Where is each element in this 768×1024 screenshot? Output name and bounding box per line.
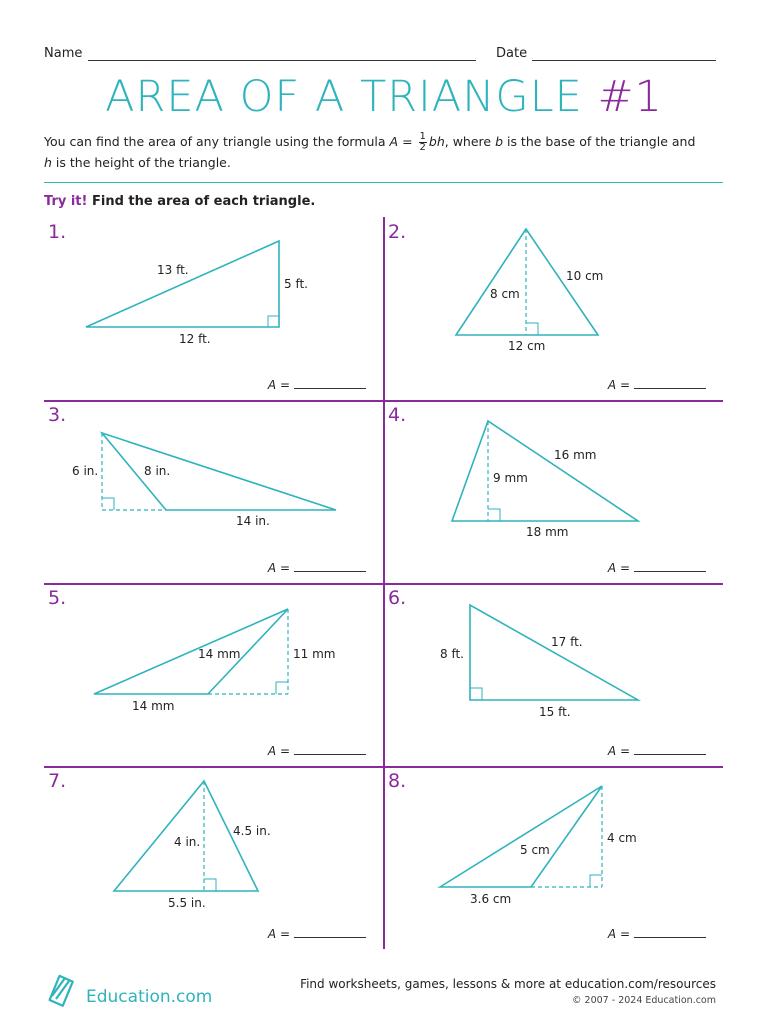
side-label: 14 in. [236,514,270,528]
side-label: 6 in. [72,464,99,478]
answer-blank[interactable] [634,561,706,572]
answer-blank[interactable] [294,378,366,389]
answer-field[interactable] [268,744,366,758]
name-field[interactable] [88,60,476,61]
footer-tagline: Find worksheets, games, lessons & more at education.com/resources [300,977,716,991]
side-label: 17 ft. [551,635,583,649]
side-label: 15 ft. [539,705,571,719]
answer-label: A [607,378,617,392]
answer-field[interactable] [268,927,366,941]
right-angle-mark [204,879,216,891]
title-main: AREA OF A TRIANGLE [105,72,598,122]
side-label: 18 mm [526,525,569,539]
triangle-figure [384,400,724,583]
answer-equals: = [616,561,630,575]
problem-3 [44,400,384,583]
problem-number: 5. [48,587,67,609]
triangle-figure [44,400,384,583]
problem-6 [384,583,724,766]
problem-4 [384,400,724,583]
answer-blank[interactable] [294,927,366,938]
fraction-denominator: 2 [419,142,426,153]
problem-number: 3. [48,404,67,426]
triangle-shape [102,433,336,510]
problem-8 [384,766,724,949]
side-label: 4.5 in. [233,824,271,838]
side-label: 13 ft. [157,263,189,277]
answer-equals: = [276,744,290,758]
footer-copyright: © 2007 - 2024 Education.com [572,995,716,1006]
problem-2 [384,217,724,400]
problem-1 [44,217,384,400]
side-label: 8 ft. [440,647,464,661]
answer-field[interactable] [268,378,366,392]
side-label: 12 ft. [179,332,211,346]
triangle-shape [86,241,279,327]
problem-number: 4. [388,404,407,426]
right-angle-mark [470,688,482,700]
triangle-figure [44,217,384,400]
fraction-numerator: 1 [419,131,426,142]
side-label: 3.6 cm [470,892,512,906]
answer-equals: = [616,927,630,941]
problem-7 [44,766,384,949]
answer-label: A [607,927,617,941]
right-angle-mark [590,875,602,887]
intro-part4: is the height of the triangle. [51,155,231,170]
right-angle-mark [488,509,500,521]
try-it-label: Try it! [44,194,88,209]
side-label: 4 cm [607,831,637,845]
side-label: 8 in. [144,464,171,478]
side-label: 14 mm [198,647,241,661]
side-label: 4 in. [174,835,201,849]
triangle-figure [44,766,384,949]
side-label: 9 mm [493,471,528,485]
side-label: 14 mm [132,699,175,713]
side-label: 12 cm [508,339,546,353]
answer-equals: = [616,378,630,392]
answer-blank[interactable] [294,561,366,572]
triangle-figure [384,766,724,949]
var-h: h [44,155,52,170]
answer-label: A [267,561,277,575]
answer-label: A [607,744,617,758]
answer-field[interactable] [268,561,366,575]
pencil-logo-icon [40,970,80,1010]
brand-name: Education.com [86,987,213,1007]
problem-number: 6. [388,587,407,609]
page-title [0,72,768,122]
problem-number: 8. [388,770,407,792]
side-label: 5.5 in. [168,896,206,910]
triangle-shape [94,609,288,694]
answer-label: A [267,927,277,941]
problem-number: 7. [48,770,67,792]
date-field[interactable] [532,60,716,61]
side-label: 11 mm [293,647,336,661]
formula-a: A [389,134,399,149]
instructions [44,194,315,209]
answer-label: A [267,378,277,392]
problem-5 [44,583,384,766]
problem-number: 1. [48,221,67,243]
answer-blank[interactable] [634,378,706,389]
answer-field[interactable] [608,927,706,941]
intro-part1: You can find the area of any triangle using the formula [44,134,390,149]
answer-field[interactable] [608,744,706,758]
formula-fraction [419,132,427,153]
right-angle-mark [268,316,279,327]
answer-label: A [607,561,617,575]
right-angle-mark [102,498,114,510]
answer-blank[interactable] [634,927,706,938]
right-angle-mark [276,682,288,694]
title-number: #1 [597,72,663,122]
right-angle-mark [526,323,538,335]
side-label: 16 mm [554,448,597,462]
formula-equals: = [398,134,417,149]
triangle-figure [384,217,724,400]
triangle-figure [384,583,724,766]
intro-part3: is the base of the triangle and [503,134,696,149]
answer-equals: = [276,927,290,941]
answer-blank[interactable] [294,744,366,755]
answer-equals: = [616,744,630,758]
intro-text [44,132,704,173]
education-logo[interactable] [40,970,213,1010]
triangle-shape [440,786,602,887]
answer-equals: = [276,378,290,392]
date-label: Date [496,46,528,61]
triangle-shape [452,421,638,521]
side-label: 8 cm [490,287,520,301]
side-label: 5 ft. [284,277,308,291]
triangle-figure [44,583,384,766]
answer-field[interactable] [608,378,706,392]
side-label: 5 cm [520,843,550,857]
divider [44,182,723,183]
var-b: b [495,134,503,149]
answer-equals: = [276,561,290,575]
answer-field[interactable] [608,561,706,575]
formula-bh: bh [428,134,445,149]
answer-blank[interactable] [634,744,706,755]
triangle-shape [470,605,638,700]
name-label: Name [44,46,83,61]
name-date-row [44,46,716,64]
intro-part2: , where [444,134,496,149]
side-label: 10 cm [566,269,604,283]
problem-number: 2. [388,221,407,243]
answer-label: A [267,744,277,758]
instructions-text: Find the area of each triangle. [87,194,316,209]
